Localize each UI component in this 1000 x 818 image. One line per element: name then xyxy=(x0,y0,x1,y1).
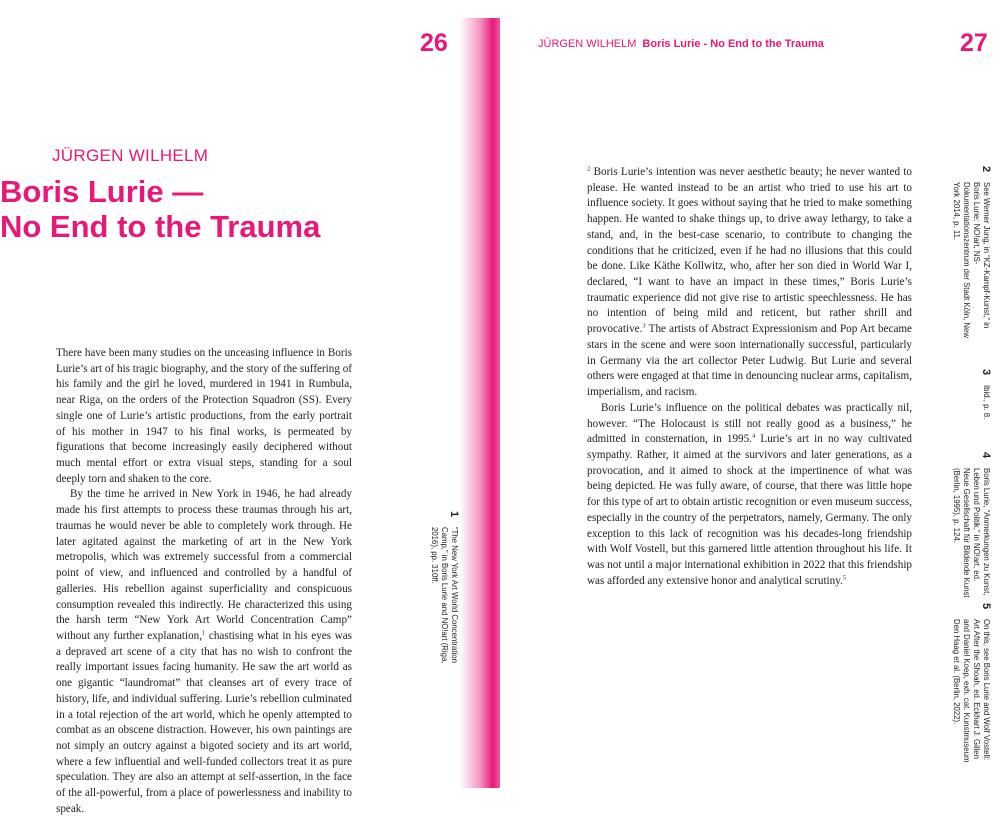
footnote-number: 2 xyxy=(980,166,992,173)
article-title xyxy=(0,174,320,244)
footnote-1 xyxy=(429,511,459,677)
footnote-5 xyxy=(951,603,991,769)
running-head-author: JÜRGEN WILHELM xyxy=(538,38,637,50)
footnote-number: 5 xyxy=(980,603,992,610)
footnote-number: 1 xyxy=(448,511,460,518)
left-page-number: 26 xyxy=(420,29,448,57)
footnote-text: On this, see Boris Lurie and Wolf Vostell: Art After the Shoah, ed. Eckhart J. Gillen and Daniel Koep, exh. cat. Kunstmuseum Den Haag et al. (Berlin, 2022). xyxy=(952,619,991,763)
body-text-run: The artists of Abstract Expressionism and Pop Art became stars in the scene and were soon internationally successful, particularly in Germany via the art collector Peter Ludwig. But Lurie and several others were engaged at that time in denouncing nuclear arms, capitalism, imperialism, and racism. xyxy=(587,323,912,399)
footnote-4 xyxy=(951,452,991,598)
body-paragraph xyxy=(56,487,352,817)
footnote-number: 4 xyxy=(980,452,992,459)
running-head-title: Boris Lurie - No End to the Trauma xyxy=(642,38,824,50)
body-paragraph xyxy=(587,401,912,590)
footnote-text: Boris Lurie, “Anmerkungen zu Kunst, Leben und Politik,” in NO!art, ed. Neue Gesellschaft für Bildende Kunst (Berlin, 1995), p. 124. xyxy=(952,468,991,598)
footnote-ref: 2 xyxy=(587,165,591,173)
footnote-number: 3 xyxy=(980,369,992,376)
body-text-run: Boris Lurie’s influence on the political debates was practically nil, however. “The Holocaust is still not really good as a business,” he admitted in consternation, in 1995. xyxy=(587,401,912,446)
right-page-number: 27 xyxy=(960,29,988,57)
body-text-run: Boris Lurie’s intention was never aesthetic beauty; he never wanted to please. He wanted instead to be an artist who tried to use his art to influence society. It goes without saying that he tried to make something happen. He wanted to shake things up, to drive away lethargy, to take a stand, and, in the best-case scenario, to contribute to changing the conditions that he criticized, even if he had no illusions that this could be done. Like Käthe Kollwitz, who, after her son died in World War I, declared, “I want to have an impact in these times,” Boris Lurie’s traumatic experience did not give rise to artistic speechlessness. He has no intention of being mild and reticent, but rather shrill and provocative. xyxy=(587,166,912,336)
body-column-left xyxy=(56,346,352,818)
body-paragraph: There have been many studies on the unceasing influence in Boris Lurie’s art of his tragic biography, and the story of the suffering of his family and the girl he loved, murdered in 1941 in Rumbula, near Riga, on the orders of the Protection Squadron (SS). Every single one of Lurie’s artistic productions, from the early portrait of his mother in 1947 to his final works, is permeated by figurations that become increasingly easily deciphered without much mental effort or extra visual steps, standing for a soul deeply torn and shaken to the core. xyxy=(56,347,352,485)
footnote-text: See Werner Jung, in “KZ-Kampf-Kunst,” in Boris Lurie: NO!art, NS-Dokumentationszentrum der Stadt Köln, New York 2014, p. 11. xyxy=(952,182,991,339)
body-text-run: Lurie’s art in no way cultivated sympathy. Rather, it aimed at the survivors and later generations, as a provocation, and it aimed to shock at the impertinence of what was being depicted. He was fully aware, of course, that there was little hope for this type of art to obtain artistic recognition or even museum success, especially in the country of the perpetrators, namely, Germany. The only exception to this lack of recognition was his decades-long friendship with Wolf Vostell, but this garnered little attention throughout his life. It was not until a major international exhibition in 2022 that this friendship was afforded any extensive honor and analytical scrutiny. xyxy=(587,433,912,587)
footnote-ref: 3 xyxy=(642,322,646,330)
footnote-3 xyxy=(981,369,991,445)
footnote-ref: 4 xyxy=(751,432,756,440)
article-title-line-1: Boris Lurie — xyxy=(0,174,204,209)
body-text-run: chastising what in his eyes was a depraved art scene of a city that has no wish to confront the really important issues facing humanity. He saw the art world as one gigantic “laundromat” that cleanses art of every trace of history, life, and individual suffering. Lurie’s rebellion culminated in a total rejection of the art world, which he openly attempted to combat as an obscene distraction. However, his own paintings are not simply an outcry against a bigoted society and its art world, where a few influential and well-funded collectors treat it as pure speculation. They are also an attempt at self-assertion, in the face of the all-powerful, from a place of powerlessness and inability to speak. xyxy=(56,629,352,815)
body-text-run: By the time he arrived in New York in 1946, he had already made his first attempts to process these traumas through his art, traumas he would never be able to completely work through. He later agitated against the marketing of art in the New York metropolis, which was extremely successful from a commercial point of view, and influenced and controlled by a handful of galleries. His rebellion against superficiality and conspicuous consumption revealed this indirectly. He characterized this using the harsh term “New York Art World Concentration Camp” without any further explanation, xyxy=(56,488,352,642)
footnote-2 xyxy=(951,166,991,342)
body-paragraph xyxy=(587,165,912,401)
left-page xyxy=(0,0,500,815)
article-title-line-2: No End to the Trauma xyxy=(0,209,321,244)
footnote-ref: 5 xyxy=(842,573,847,581)
article-author: JÜRGEN WILHELM xyxy=(52,146,209,165)
footnote-text: Ibid., p. 8. xyxy=(982,385,991,420)
running-head xyxy=(538,38,824,51)
body-column-right xyxy=(587,165,912,589)
footnote-ref: 1 xyxy=(202,629,206,637)
footnote-text: “The New York Art World Concentration Camp,” in Boris Lurie and NO!art (Riga, 2016), pp. 310ff. xyxy=(430,527,459,664)
